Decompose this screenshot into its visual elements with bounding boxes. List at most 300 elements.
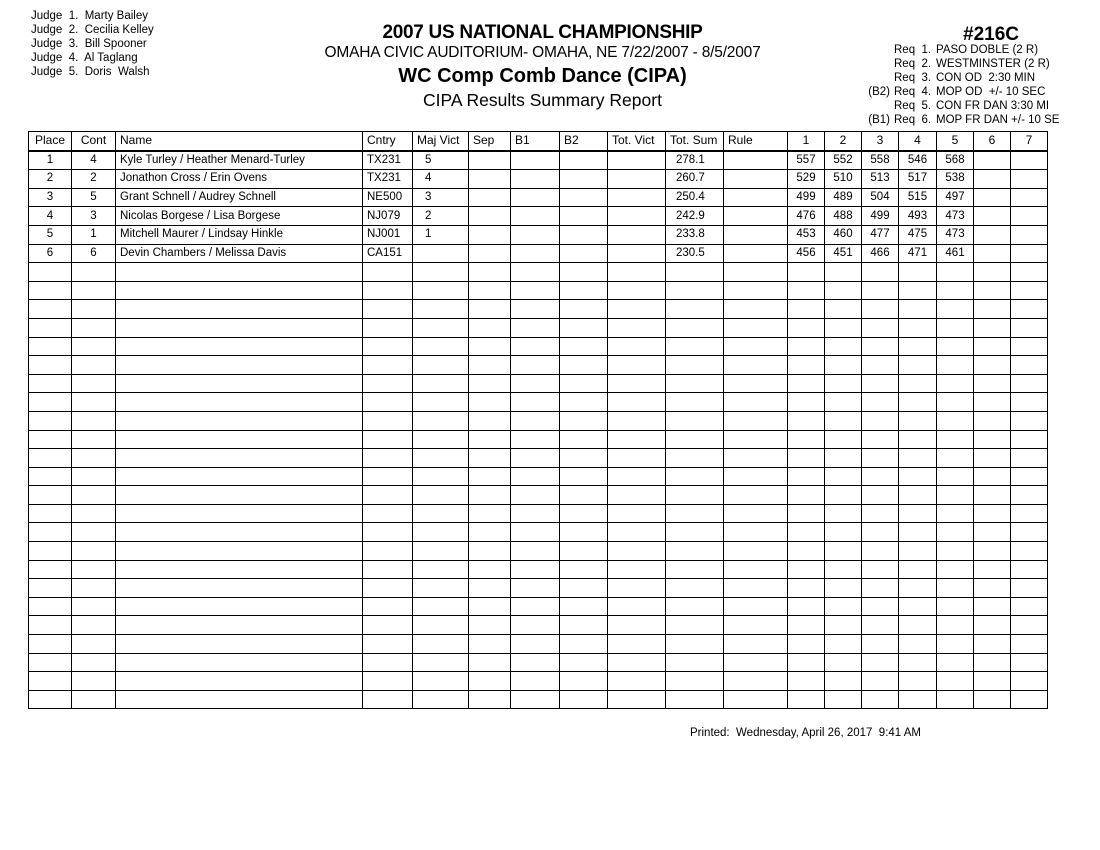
empty-cell <box>116 542 363 561</box>
empty-cell <box>974 467 1011 486</box>
empty-row <box>29 263 1048 282</box>
empty-row <box>29 281 1048 300</box>
empty-cell <box>469 616 511 635</box>
empty-cell <box>608 616 666 635</box>
requirement-entry <box>860 43 1059 57</box>
column-header: Place <box>29 132 72 151</box>
event-number: #216C <box>963 24 1019 45</box>
empty-cell <box>937 430 974 449</box>
cell-maj-vict: 5 <box>413 151 469 170</box>
empty-cell <box>724 504 788 523</box>
empty-cell <box>862 486 899 505</box>
empty-cell <box>511 672 560 691</box>
cell-name: Jonathon Cross / Erin Ovens <box>116 170 363 189</box>
empty-cell <box>666 542 724 561</box>
cell-j1: 529 <box>788 170 825 189</box>
empty-cell <box>788 281 825 300</box>
empty-cell <box>72 393 116 412</box>
empty-cell <box>862 560 899 579</box>
column-header: Tot. Sum <box>666 132 724 151</box>
empty-cell <box>116 597 363 616</box>
cell-sep <box>469 225 511 244</box>
empty-cell <box>608 263 666 282</box>
empty-cell <box>937 504 974 523</box>
empty-cell <box>825 542 862 561</box>
empty-cell <box>724 579 788 598</box>
empty-cell <box>511 318 560 337</box>
cell-cont: 4 <box>72 151 116 170</box>
empty-cell <box>469 690 511 709</box>
empty-cell <box>666 653 724 672</box>
empty-cell <box>363 300 413 319</box>
cell-j5: 568 <box>937 151 974 170</box>
empty-cell <box>899 374 937 393</box>
empty-cell <box>413 300 469 319</box>
empty-cell <box>469 449 511 468</box>
empty-cell <box>413 356 469 375</box>
empty-cell <box>724 356 788 375</box>
cell-j3: 513 <box>862 170 899 189</box>
empty-cell <box>413 337 469 356</box>
empty-cell <box>724 318 788 337</box>
empty-cell <box>608 653 666 672</box>
empty-cell <box>788 597 825 616</box>
cell-b1 <box>511 170 560 189</box>
empty-cell <box>666 690 724 709</box>
empty-cell <box>413 560 469 579</box>
empty-cell <box>29 504 72 523</box>
empty-cell <box>363 597 413 616</box>
empty-cell <box>560 411 608 430</box>
empty-cell <box>862 523 899 542</box>
empty-cell <box>937 337 974 356</box>
judge-entry <box>31 65 154 79</box>
empty-cell <box>788 653 825 672</box>
cell-tot-vict <box>608 188 666 207</box>
empty-cell <box>511 449 560 468</box>
empty-cell <box>862 411 899 430</box>
requirement-label: Req 1. <box>894 44 932 56</box>
cell-j2: 552 <box>825 151 862 170</box>
empty-cell <box>413 597 469 616</box>
empty-cell <box>666 635 724 654</box>
empty-cell <box>72 374 116 393</box>
empty-cell <box>413 653 469 672</box>
empty-cell <box>666 263 724 282</box>
empty-cell <box>511 374 560 393</box>
empty-cell <box>788 672 825 691</box>
empty-cell <box>666 523 724 542</box>
empty-cell <box>560 356 608 375</box>
cell-maj-vict: 4 <box>413 170 469 189</box>
empty-cell <box>724 430 788 449</box>
empty-cell <box>1011 467 1048 486</box>
empty-cell <box>974 356 1011 375</box>
empty-cell <box>862 356 899 375</box>
cell-rule <box>724 151 788 170</box>
empty-cell <box>72 430 116 449</box>
table-row <box>29 225 1048 244</box>
empty-cell <box>469 486 511 505</box>
empty-cell <box>1011 318 1048 337</box>
empty-cell <box>974 393 1011 412</box>
empty-cell <box>825 616 862 635</box>
cell-b2 <box>560 188 608 207</box>
empty-cell <box>608 318 666 337</box>
empty-cell <box>862 281 899 300</box>
empty-cell <box>72 560 116 579</box>
judge-name: Bill Spooner <box>84 38 147 50</box>
cell-j5: 473 <box>937 207 974 226</box>
column-header: Tot. Vict <box>608 132 666 151</box>
empty-cell <box>899 449 937 468</box>
empty-cell <box>29 430 72 449</box>
cell-j6 <box>974 207 1011 226</box>
empty-cell <box>560 542 608 561</box>
empty-cell <box>937 300 974 319</box>
requirement-text: CON OD 2:30 MIN <box>936 72 1036 84</box>
empty-cell <box>899 486 937 505</box>
cell-b2 <box>560 207 608 226</box>
requirement-text: MOP FR DAN +/- 10 SE <box>936 114 1060 126</box>
empty-cell <box>724 653 788 672</box>
empty-cell <box>469 281 511 300</box>
empty-cell <box>974 653 1011 672</box>
cell-j7 <box>1011 170 1048 189</box>
empty-cell <box>724 281 788 300</box>
cell-cntry: NJ079 <box>363 207 413 226</box>
cell-cont: 6 <box>72 244 116 263</box>
empty-cell <box>511 690 560 709</box>
empty-cell <box>29 300 72 319</box>
empty-cell <box>899 653 937 672</box>
empty-cell <box>560 653 608 672</box>
empty-cell <box>608 337 666 356</box>
empty-cell <box>825 356 862 375</box>
empty-cell <box>899 690 937 709</box>
judge-entry <box>31 9 154 23</box>
empty-cell <box>825 560 862 579</box>
empty-cell <box>560 449 608 468</box>
requirement-prefix <box>860 71 890 85</box>
empty-cell <box>116 523 363 542</box>
empty-cell <box>937 542 974 561</box>
cell-tot-vict <box>608 151 666 170</box>
empty-cell <box>974 430 1011 449</box>
empty-cell <box>788 449 825 468</box>
table-row <box>29 170 1048 189</box>
column-header: Cntry <box>363 132 413 151</box>
cell-tot-sum: 242.9 <box>666 207 724 226</box>
empty-cell <box>116 318 363 337</box>
empty-cell <box>899 616 937 635</box>
cell-b2 <box>560 225 608 244</box>
empty-cell <box>788 318 825 337</box>
cell-tot-sum: 233.8 <box>666 225 724 244</box>
empty-cell <box>974 579 1011 598</box>
empty-cell <box>825 579 862 598</box>
empty-cell <box>724 449 788 468</box>
empty-cell <box>666 337 724 356</box>
empty-cell <box>899 411 937 430</box>
empty-cell <box>29 467 72 486</box>
empty-cell <box>469 337 511 356</box>
cell-rule <box>724 244 788 263</box>
empty-cell <box>825 523 862 542</box>
cell-j3: 477 <box>862 225 899 244</box>
empty-row <box>29 635 1048 654</box>
empty-cell <box>825 486 862 505</box>
empty-row <box>29 374 1048 393</box>
requirement-entry <box>860 57 1059 71</box>
cell-b2 <box>560 170 608 189</box>
empty-row <box>29 653 1048 672</box>
empty-cell <box>724 542 788 561</box>
requirement-entry <box>860 71 1059 85</box>
empty-cell <box>825 300 862 319</box>
cell-name: Nicolas Borgese / Lisa Borgese <box>116 207 363 226</box>
empty-cell <box>788 579 825 598</box>
empty-cell <box>862 597 899 616</box>
empty-cell <box>666 300 724 319</box>
empty-cell <box>413 486 469 505</box>
judge-label: Judge 4. <box>31 52 79 64</box>
empty-cell <box>363 449 413 468</box>
empty-row <box>29 542 1048 561</box>
empty-cell <box>72 486 116 505</box>
empty-cell <box>724 263 788 282</box>
empty-cell <box>560 337 608 356</box>
requirement-prefix: (B1) <box>868 114 890 126</box>
empty-cell <box>666 486 724 505</box>
requirement-label: Req 2. <box>894 58 932 70</box>
empty-cell <box>560 523 608 542</box>
empty-cell <box>116 263 363 282</box>
empty-cell <box>724 616 788 635</box>
empty-cell <box>1011 504 1048 523</box>
empty-cell <box>899 597 937 616</box>
empty-cell <box>666 356 724 375</box>
cell-cntry: TX231 <box>363 151 413 170</box>
empty-cell <box>469 542 511 561</box>
empty-cell <box>666 579 724 598</box>
empty-cell <box>862 374 899 393</box>
empty-cell <box>29 597 72 616</box>
empty-cell <box>1011 337 1048 356</box>
empty-cell <box>899 263 937 282</box>
empty-cell <box>29 616 72 635</box>
cell-cont: 2 <box>72 170 116 189</box>
judge-name: Cecilia Kelley <box>84 24 154 36</box>
empty-cell <box>788 635 825 654</box>
empty-cell <box>608 393 666 412</box>
empty-cell <box>937 467 974 486</box>
empty-cell <box>363 504 413 523</box>
cell-maj-vict <box>413 244 469 263</box>
empty-cell <box>937 486 974 505</box>
empty-cell <box>413 263 469 282</box>
empty-cell <box>469 263 511 282</box>
empty-cell <box>72 579 116 598</box>
empty-cell <box>724 300 788 319</box>
empty-cell <box>511 504 560 523</box>
cell-j4: 471 <box>899 244 937 263</box>
judge-label: Judge 5. <box>31 66 79 78</box>
empty-cell <box>825 449 862 468</box>
empty-cell <box>363 579 413 598</box>
requirement-text: MOP OD +/- 10 SEC <box>936 86 1046 98</box>
empty-cell <box>413 318 469 337</box>
empty-cell <box>724 337 788 356</box>
empty-cell <box>608 430 666 449</box>
requirement-entry <box>860 99 1059 113</box>
cell-place: 4 <box>29 207 72 226</box>
empty-cell <box>363 486 413 505</box>
cell-tot-sum: 278.1 <box>666 151 724 170</box>
empty-cell <box>72 337 116 356</box>
column-header: Cont <box>72 132 116 151</box>
empty-cell <box>29 356 72 375</box>
empty-cell <box>608 467 666 486</box>
judge-label: Judge 1. <box>31 10 79 22</box>
cell-j3: 558 <box>862 151 899 170</box>
empty-cell <box>116 430 363 449</box>
empty-cell <box>363 542 413 561</box>
empty-cell <box>899 542 937 561</box>
empty-cell <box>469 672 511 691</box>
cell-maj-vict: 2 <box>413 207 469 226</box>
empty-cell <box>899 523 937 542</box>
empty-cell <box>413 672 469 691</box>
empty-cell <box>788 263 825 282</box>
empty-cell <box>937 635 974 654</box>
column-header: 7 <box>1011 132 1048 151</box>
cell-j5: 538 <box>937 170 974 189</box>
empty-cell <box>899 337 937 356</box>
requirement-text: WESTMINSTER (2 R) <box>936 58 1050 70</box>
empty-cell <box>862 672 899 691</box>
empty-cell <box>608 635 666 654</box>
cell-sep <box>469 244 511 263</box>
empty-cell <box>974 300 1011 319</box>
judge-entry <box>31 51 154 65</box>
empty-cell <box>608 356 666 375</box>
judges-list <box>31 9 154 79</box>
empty-cell <box>788 467 825 486</box>
empty-cell <box>937 393 974 412</box>
empty-cell <box>862 449 899 468</box>
empty-cell <box>29 337 72 356</box>
judge-entry <box>31 23 154 37</box>
column-header: 6 <box>974 132 1011 151</box>
empty-cell <box>974 597 1011 616</box>
column-header: Rule <box>724 132 788 151</box>
empty-cell <box>560 467 608 486</box>
empty-cell <box>511 263 560 282</box>
empty-cell <box>937 690 974 709</box>
empty-cell <box>608 504 666 523</box>
empty-cell <box>974 542 1011 561</box>
empty-cell <box>469 393 511 412</box>
cell-cntry: NJ001 <box>363 225 413 244</box>
empty-cell <box>72 635 116 654</box>
empty-cell <box>825 337 862 356</box>
empty-cell <box>363 318 413 337</box>
column-header: B1 <box>511 132 560 151</box>
empty-cell <box>788 411 825 430</box>
cell-j5: 461 <box>937 244 974 263</box>
empty-cell <box>825 597 862 616</box>
empty-cell <box>363 393 413 412</box>
cell-tot-sum: 260.7 <box>666 170 724 189</box>
empty-cell <box>560 579 608 598</box>
empty-cell <box>560 318 608 337</box>
empty-cell <box>116 356 363 375</box>
empty-cell <box>1011 597 1048 616</box>
cell-b1 <box>511 207 560 226</box>
requirement-label: Req 5. <box>894 100 932 112</box>
empty-cell <box>825 690 862 709</box>
cell-cntry: CA151 <box>363 244 413 263</box>
cell-j6 <box>974 170 1011 189</box>
empty-cell <box>560 430 608 449</box>
cell-cont: 3 <box>72 207 116 226</box>
cell-tot-vict <box>608 170 666 189</box>
empty-cell <box>29 653 72 672</box>
empty-cell <box>666 597 724 616</box>
cell-j2: 489 <box>825 188 862 207</box>
empty-row <box>29 486 1048 505</box>
cell-j2: 451 <box>825 244 862 263</box>
cell-b1 <box>511 188 560 207</box>
empty-cell <box>1011 393 1048 412</box>
empty-cell <box>469 504 511 523</box>
empty-cell <box>608 300 666 319</box>
empty-cell <box>825 430 862 449</box>
empty-cell <box>29 560 72 579</box>
cell-j4: 546 <box>899 151 937 170</box>
empty-cell <box>72 653 116 672</box>
empty-cell <box>937 281 974 300</box>
empty-cell <box>788 374 825 393</box>
empty-cell <box>666 467 724 486</box>
empty-cell <box>413 504 469 523</box>
empty-cell <box>72 597 116 616</box>
empty-cell <box>899 560 937 579</box>
empty-cell <box>116 504 363 523</box>
table-row <box>29 207 1048 226</box>
empty-cell <box>608 411 666 430</box>
cell-cntry: TX231 <box>363 170 413 189</box>
requirement-entry <box>860 85 1059 99</box>
empty-cell <box>825 467 862 486</box>
empty-cell <box>937 560 974 579</box>
empty-cell <box>899 635 937 654</box>
empty-cell <box>72 542 116 561</box>
empty-row <box>29 411 1048 430</box>
cell-name: Kyle Turley / Heather Menard-Turley <box>116 151 363 170</box>
column-header: Sep <box>469 132 511 151</box>
cell-maj-vict: 1 <box>413 225 469 244</box>
empty-cell <box>788 523 825 542</box>
empty-cell <box>862 430 899 449</box>
requirements-list <box>860 43 1059 127</box>
empty-cell <box>899 467 937 486</box>
table-row <box>29 188 1048 207</box>
empty-cell <box>363 356 413 375</box>
requirement-prefix <box>860 99 890 113</box>
empty-cell <box>974 374 1011 393</box>
